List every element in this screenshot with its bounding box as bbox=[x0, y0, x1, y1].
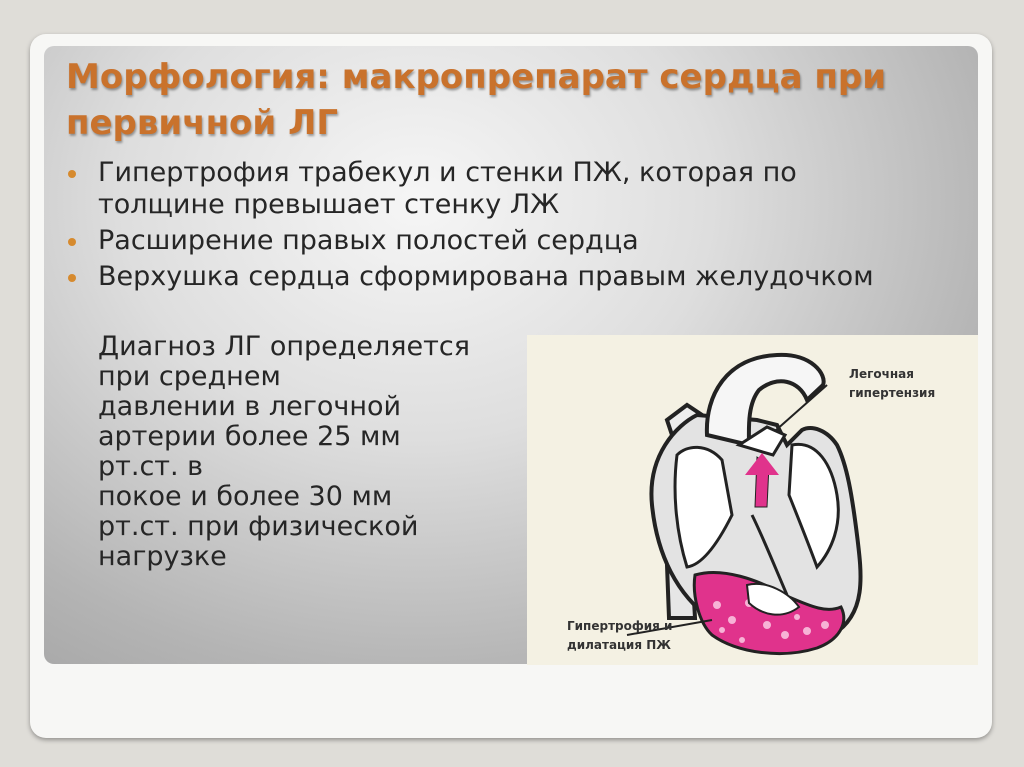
bullet-item bbox=[66, 225, 916, 257]
bullet-item bbox=[66, 261, 916, 293]
bullet-dot-icon bbox=[68, 170, 76, 178]
diagnosis-text: Диагноз ЛГ определяется при среднем давлении в легочной артерии более 25 мм рт.ст. в покое и более 30 мм рт.ст. при физической нагрузке bbox=[98, 331, 470, 572]
bullet-text: Гипертрофия трабекул и стенки ПЖ, которая по толщине превышает стенку ЛЖ bbox=[98, 157, 797, 220]
rv-hypertrophy-label: Гипертрофия и дилатация ПЖ bbox=[567, 619, 673, 652]
heart-diagram bbox=[527, 335, 978, 665]
bullet-item bbox=[66, 157, 916, 221]
bullet-dot-icon bbox=[68, 274, 76, 282]
slide-title: Морфология: макропрепарат сердца при первичной ЛГ bbox=[66, 57, 887, 143]
pulmonary-hypertension-label: Легочная гипертензия bbox=[849, 367, 936, 400]
bullet-list bbox=[66, 157, 916, 297]
bullet-dot-icon bbox=[68, 238, 76, 246]
bullet-text: Расширение правых полостей сердца bbox=[98, 225, 639, 256]
bullet-text: Верхушка сердца сформирована правым желудочком bbox=[98, 261, 874, 292]
